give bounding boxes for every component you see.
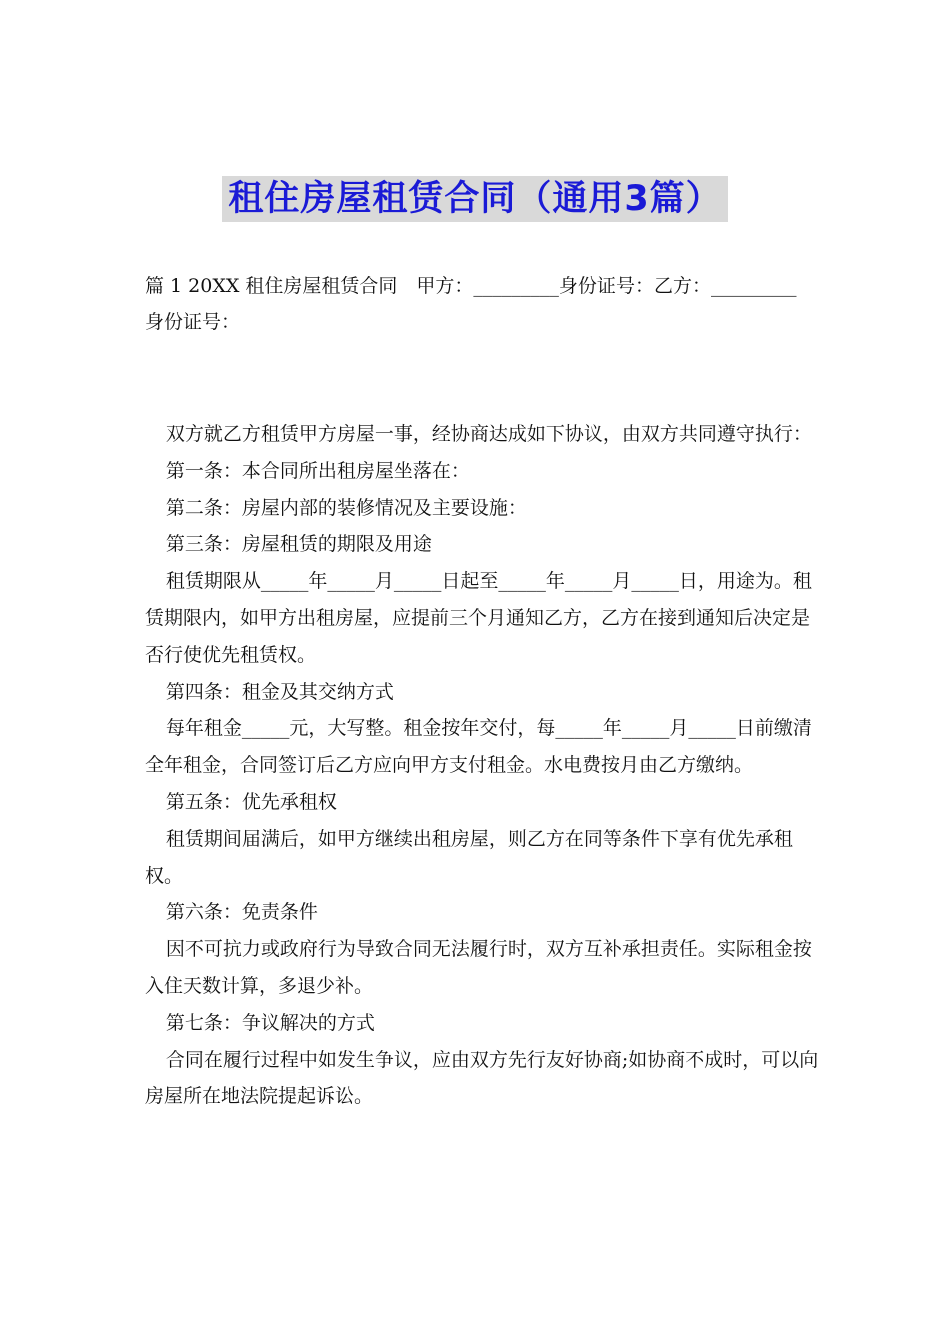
paragraph: 因不可抗力或政府行为导致合同无法履行时，双方互补承担责任。实际租金按入住天数计算，多退少补。 (145, 938, 812, 997)
paragraph: 每年租金_____元，大写整。租金按年交付，每_____年_____月_____日前缴清全年租金，合同签订后乙方应向甲方支付租金。水电费按月由乙方缴纳。 (145, 717, 812, 777)
intro-line: 篇 1 20XX 租住房屋租赁合同 甲方：_________身份证号：乙方：_________身份证号： (145, 275, 797, 333)
clause-heading: 第三条：房屋租赁的期限及用途 (165, 533, 432, 556)
contract-body (145, 416, 821, 1115)
paragraph: 双方就乙方租赁甲方房屋一事，经协商达成如下协议，由双方共同遵守执行： (165, 423, 812, 445)
clause-heading: 第四条：租金及其交纳方式 (165, 680, 394, 703)
clause-heading: 第一条：本合同所出租房屋坐落在： (165, 459, 470, 482)
paragraph: 租赁期间届满后，如甲方继续出租房屋，则乙方在同等条件下享有优先承租权。 (145, 827, 793, 887)
clause-heading: 第二条：房屋内部的装修情况及主要设施： (165, 496, 527, 519)
clause-heading: 第六条：免责条件 (165, 901, 318, 924)
paragraph: 合同在履行过程中如发生争议，应由双方先行友好协商;如协商不成时，可以向房屋所在地法院提起诉讼。 (145, 1048, 819, 1108)
document-title: 租住房屋租赁合同（通用3篇） (222, 176, 727, 222)
paragraph: 租赁期限从_____年_____月_____日起至_____年_____月_____日，用途为。租赁期限内，如甲方出租房屋，应提前三个月通知乙方，乙方在接到通知后决定是否行使优先租赁权。 (145, 570, 812, 666)
title-wrapper (0, 176, 950, 222)
clause-heading: 第七条：争议解决的方式 (165, 1011, 375, 1034)
clause-heading: 第五条：优先承租权 (165, 790, 337, 813)
